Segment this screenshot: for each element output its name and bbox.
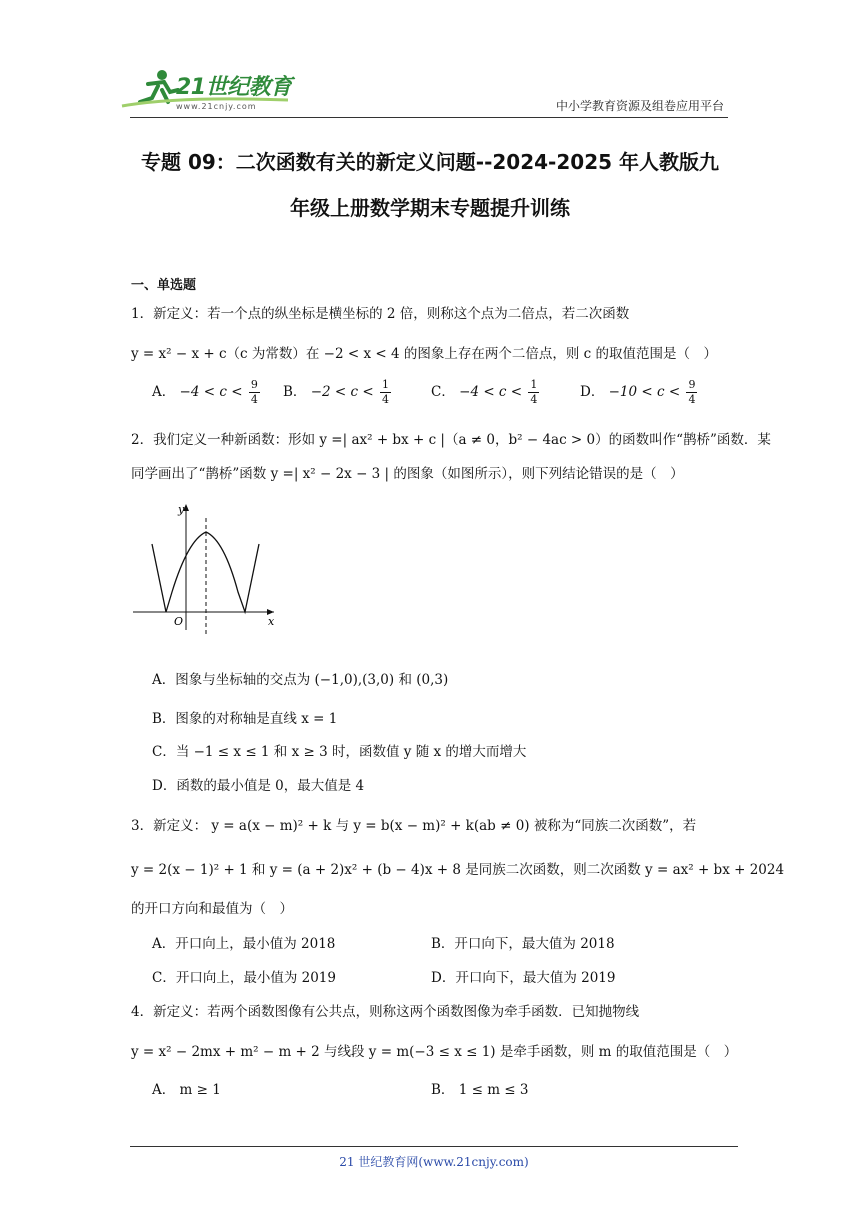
function-curve bbox=[152, 532, 259, 612]
q3-option-c[interactable]: C．开口向上，最小值为 2019 bbox=[152, 970, 336, 986]
origin-label: O bbox=[174, 615, 184, 628]
q1-option-c-expr: −4 < c < bbox=[459, 384, 523, 400]
numerator: 1 bbox=[530, 378, 538, 391]
q4-option-b[interactable]: B． 1 ≤ m ≤ 3 bbox=[431, 1082, 529, 1098]
q3-option-b[interactable]: B．开口向下，最大值为 2018 bbox=[431, 936, 615, 952]
q2-option-d[interactable]: D．函数的最小值是 0，最大值是 4 bbox=[152, 778, 365, 794]
header-divider bbox=[130, 117, 728, 118]
q1-option-a-fraction bbox=[249, 378, 260, 407]
q2-option-a[interactable]: A．图象与坐标轴的交点为 (−1,0),(3,0) 和 (0,3) bbox=[152, 672, 449, 688]
q1-option-b-expr: −2 < c < bbox=[310, 384, 374, 400]
q3-option-d[interactable]: D．开口向下，最大值为 2019 bbox=[431, 970, 616, 986]
q1-option-d-fraction bbox=[686, 378, 697, 407]
q2-option-c[interactable]: C．当 −1 ≤ x ≤ 1 和 x ≥ 3 时，函数值 y 随 x 的增大而增大 bbox=[152, 744, 527, 760]
q2-stem-line1: 2．我们定义一种新函数：形如 y =| ax² + bx + c |（a ≠ 0，b² − 4ac > 0）的函数叫作“鹊桥”函数．某 bbox=[131, 432, 771, 448]
q1-option-b[interactable] bbox=[283, 378, 391, 407]
logo-text: 21世纪教育 bbox=[176, 75, 292, 100]
section-heading: 一、单选题 bbox=[131, 278, 197, 293]
q1-option-a-expr: −4 < c < bbox=[179, 384, 243, 400]
q3-stem-line3: 的开口方向和最值为（ ） bbox=[131, 901, 293, 917]
x-axis-label: x bbox=[268, 615, 275, 628]
numerator: 9 bbox=[250, 378, 258, 391]
numerator: 9 bbox=[688, 378, 696, 391]
q1-option-d-label: D． bbox=[580, 384, 605, 400]
q4-option-a[interactable]: A． m ≥ 1 bbox=[152, 1082, 221, 1098]
footer-divider bbox=[130, 1146, 738, 1147]
q1-option-a[interactable] bbox=[152, 378, 260, 407]
q1-option-c-label: C． bbox=[431, 384, 455, 400]
denominator: 4 bbox=[688, 393, 696, 406]
denominator: 4 bbox=[250, 393, 258, 406]
q1-option-c[interactable] bbox=[431, 378, 539, 407]
q1-option-a-label: A． bbox=[152, 384, 176, 400]
q4-stem-line2: y = x² − 2mx + m² − m + 2 与线段 y = m(−3 ≤ x ≤ 1) 是牵手函数，则 m 的取值范围是（ ） bbox=[131, 1044, 738, 1060]
y-axis-label: y bbox=[178, 503, 185, 516]
q2-stem-line2: 同学画出了“鹊桥”函数 y =| x² − 2x − 3 | 的图象（如图所示），则下列结论错误的是（ ） bbox=[131, 466, 684, 482]
q3-stem-line2: y = 2(x − 1)² + 1 和 y = (a + 2)x² + (b − 4)x + 8 是同族二次函数，则二次函数 y = ax² + bx + 2024 bbox=[131, 862, 785, 878]
numerator: 1 bbox=[381, 378, 389, 391]
page-title-line1: 专题 09：二次函数有关的新定义问题--2024-2025 年人教版九 bbox=[141, 150, 719, 174]
q2-option-b[interactable]: B．图象的对称轴是直线 x = 1 bbox=[152, 711, 338, 727]
q1-option-d-expr: −10 < c < bbox=[608, 384, 681, 400]
q3-stem-line1: 3．新定义： y = a(x − m)² + k 与 y = b(x − m)² + k(ab ≠ 0) 被称为“同族二次函数”，若 bbox=[131, 818, 697, 834]
q2-graph bbox=[128, 500, 278, 635]
q1-option-d[interactable] bbox=[580, 378, 697, 407]
q1-stem-line2: y = x² − x + c（c 为常数）在 −2 < x < 4 的图象上存在两个二倍点，则 c 的取值范围是（ ） bbox=[131, 346, 717, 362]
page-title-line2: 年级上册数学期末专题提升训练 bbox=[290, 196, 570, 220]
platform-name: 中小学教育资源及组卷应用平台 bbox=[555, 99, 724, 113]
q1-option-c-fraction bbox=[528, 378, 539, 407]
q1-option-b-label: B． bbox=[283, 384, 307, 400]
logo-url: www.21cnjy.com bbox=[176, 102, 257, 111]
q3-option-a[interactable]: A．开口向上，最小值为 2018 bbox=[152, 936, 336, 952]
q1-stem-line1: 1．新定义：若一个点的纵坐标是横坐标的 2 倍，则称这个点为二倍点，若二次函数 bbox=[131, 306, 630, 322]
footer-link[interactable]: 21 世纪教育网(www.21cnjy.com) bbox=[339, 1155, 529, 1169]
q1-option-b-fraction bbox=[380, 378, 391, 407]
denominator: 4 bbox=[530, 393, 538, 406]
q4-stem-line1: 4．新定义：若两个函数图像有公共点，则称这两个函数图像为牵手函数．已知抛物线 bbox=[131, 1004, 640, 1020]
denominator: 4 bbox=[381, 393, 389, 406]
